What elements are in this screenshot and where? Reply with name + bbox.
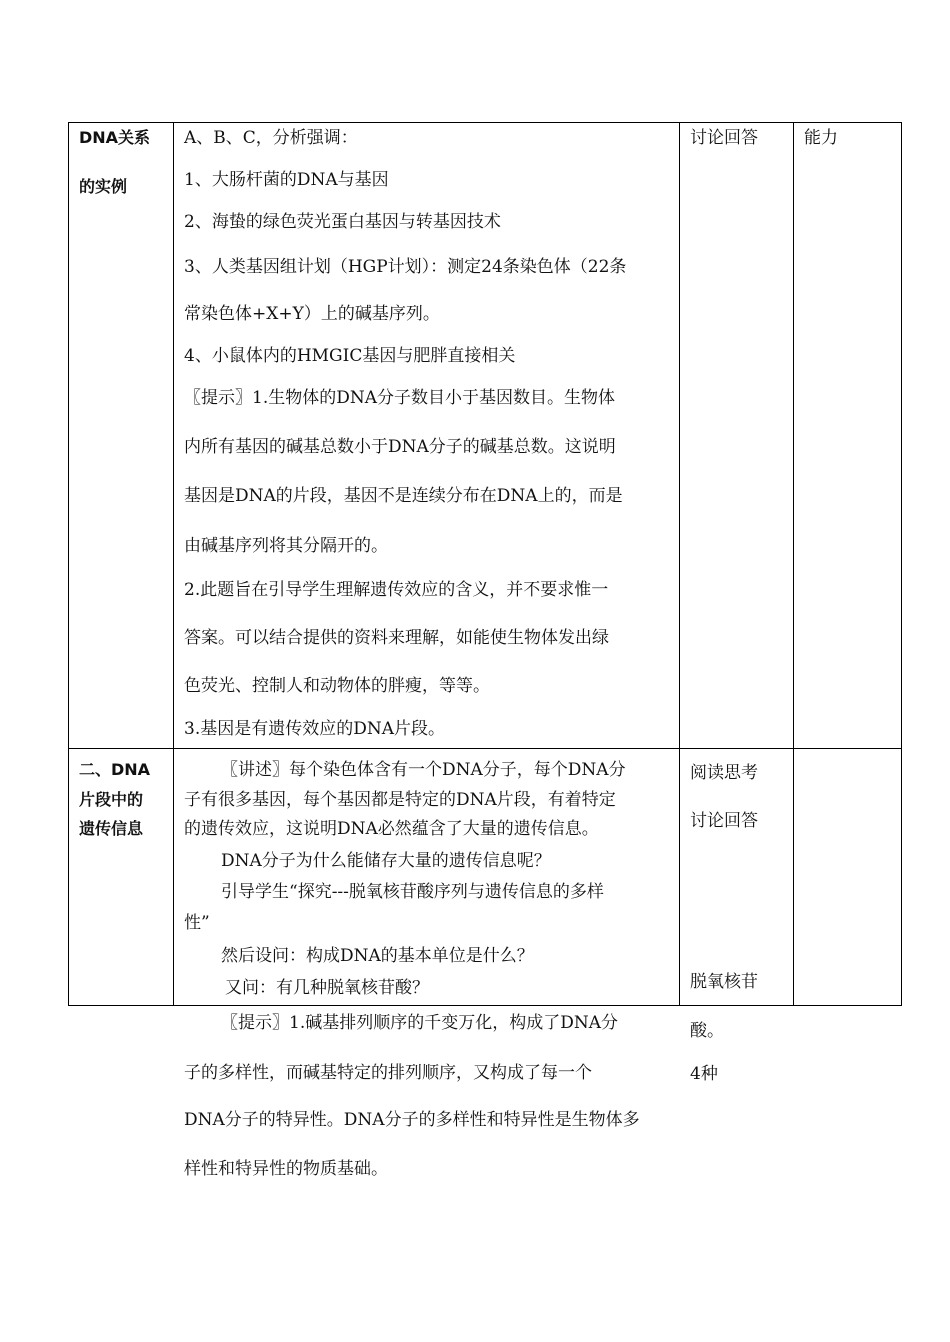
activity-line: 讨论回答: [690, 811, 758, 831]
row-divider: [68, 748, 902, 749]
table-border-bottom: [68, 1005, 902, 1006]
content-line: 〖讲述〗每个染色体含有一个DNA分子，每个DNA分: [221, 760, 626, 780]
column-divider: [679, 122, 680, 1006]
activity-line: 4种: [690, 1064, 718, 1084]
lesson-table: [68, 122, 902, 1179]
activity-line: 酸。: [690, 1021, 724, 1041]
content-line: 样性和特异性的物质基础。: [184, 1159, 388, 1179]
content-line: 2、海蛰的绿色荧光蛋白基因与转基因技术: [184, 212, 501, 232]
content-line: 〖提示〗1.生物体的DNA分子数目小于基因数目。生物体: [184, 388, 616, 408]
table-border-right: [901, 122, 902, 1006]
content-line: 的遗传效应，这说明DNA必然蕴含了大量的遗传信息。: [184, 819, 599, 839]
table-border-left: [68, 122, 69, 1006]
content-line: 又问：有几种脱氧核苷酸？: [225, 978, 429, 998]
content-line: A、B、C，分析强调：: [184, 128, 358, 148]
section-title-line: 的实例: [79, 177, 128, 196]
section-title-line: 二、DNA: [79, 760, 151, 779]
content-line: 3、人类基因组计划（HGP计划）：测定24条染色体（22条: [184, 257, 627, 277]
section-title-line: 遗传信息: [79, 819, 144, 838]
activity-line: 阅读思考: [690, 763, 758, 783]
content-line: 色荧光、控制人和动物体的胖瘦，等等。: [184, 676, 490, 696]
content-line: 常染色体+X+Y）上的碱基序列。: [184, 304, 440, 324]
content-line: 然后设问：构成DNA的基本单位是什么？: [221, 946, 534, 966]
content-line: DNA分子为什么能储存大量的遗传信息呢？: [221, 851, 551, 871]
content-line: 子有很多基因，每个基因都是特定的DNA片段，有着特定: [184, 790, 616, 810]
content-line: 1、大肠杆菌的DNA与基因: [184, 170, 389, 190]
content-line: 内所有基因的碱基总数小于DNA分子的碱基总数。这说明: [184, 437, 616, 457]
content-line: 4、小鼠体内的HMGIC基因与肥胖直接相关: [184, 346, 516, 366]
content-line: 3.基因是有遗传效应的DNA片段。: [184, 719, 446, 739]
column-divider: [173, 122, 174, 1006]
content-line: 基因是DNA的片段，基因不是连续分布在DNA上的，而是: [184, 486, 623, 506]
content-line: 引导学生“探究---脱氧核苷酸序列与遗传信息的多样: [221, 882, 604, 902]
content-line: DNA分子的特异性。DNA分子的多样性和特异性是生物体多: [184, 1110, 640, 1130]
content-line: 子的多样性，而碱基特定的排列顺序，又构成了每一个: [184, 1063, 592, 1083]
column-divider: [793, 122, 794, 1006]
goal-line: 能力: [804, 128, 838, 148]
content-line: 答案。可以结合提供的资料来理解，如能使生物体发出绿: [184, 628, 609, 648]
table-border-top: [68, 122, 902, 123]
section-title-line: DNA关系: [79, 128, 151, 147]
activity-line: 讨论回答: [690, 128, 758, 148]
section-title-line: 片段中的: [79, 790, 144, 809]
content-line: 2.此题旨在引导学生理解遗传效应的含义，并不要求惟一: [184, 580, 609, 600]
content-line: 性”: [184, 913, 210, 933]
content-line: 〖提示〗1.碱基排列顺序的千变万化，构成了DNA分: [221, 1013, 619, 1033]
activity-line: 脱氧核苷: [690, 972, 758, 992]
content-line: 由碱基序列将其分隔开的。: [184, 536, 388, 556]
